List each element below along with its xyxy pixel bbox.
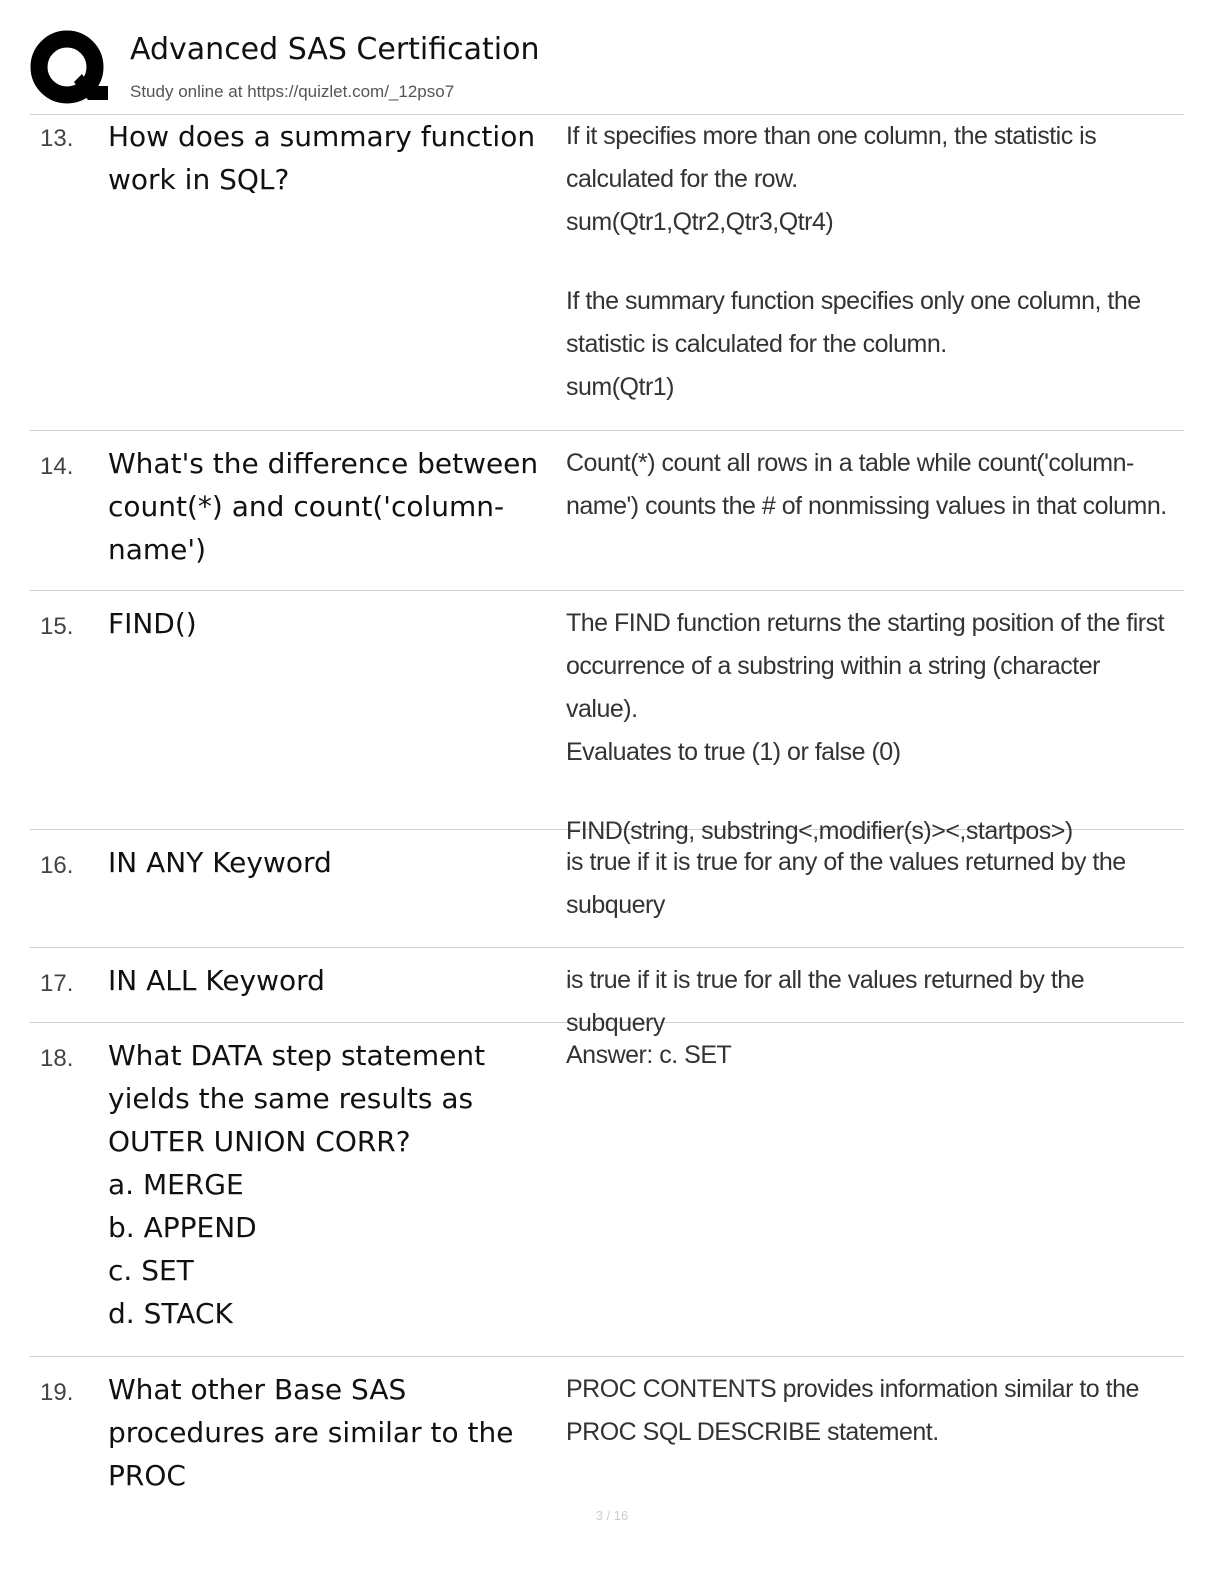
option-d: d. STACK [108, 1297, 233, 1330]
term-line: What other Base SAS procedures are similar to the PROC [108, 1373, 514, 1492]
card-number: 17. [40, 970, 74, 997]
term-line: What's the difference between count(*) and count('column-name') [108, 447, 539, 566]
definition-paragraph: FIND(string, substring<,modifier(s)><,startpos>) [566, 817, 1073, 845]
card-term [108, 602, 560, 645]
study-online-link[interactable]: Study online at https://quizlet.com/_12pso7 [130, 82, 455, 101]
card-number: 14. [40, 453, 74, 480]
definition-paragraph: If the summary function specifies only one column, the statistic is calculated for the column. [566, 287, 1141, 358]
card-term [108, 1034, 560, 1335]
flashcard-19 [30, 1357, 1184, 1492]
card-number: 19. [40, 1379, 74, 1406]
definition-paragraph: PROC CONTENTS provides information similar to the PROC SQL DESCRIBE statement. [566, 1375, 1139, 1446]
set-title: Advanced SAS Certification [130, 32, 540, 67]
card-number: 13. [40, 125, 74, 152]
definition-paragraph: Answer: c. SET [566, 1041, 732, 1069]
card-definition [566, 602, 1176, 853]
definition-paragraph: is true if it is true for any of the values returned by the subquery [566, 848, 1126, 919]
option-b: b. APPEND [108, 1211, 257, 1244]
card-definition [566, 442, 1176, 528]
definition-paragraph: sum(Qtr1) [566, 373, 674, 401]
flashcard-16 [30, 830, 1184, 948]
definition-paragraph: sum(Qtr1,Qtr2,Qtr3,Qtr4) [566, 208, 834, 236]
term-line: What DATA step statement yields the same results as OUTER UNION CORR? [108, 1039, 486, 1158]
option-c: c. SET [108, 1254, 194, 1287]
term-line: IN ANY Keyword [108, 846, 332, 879]
quizlet-logo-icon [30, 30, 108, 108]
card-term [108, 115, 560, 201]
flashcard-14 [30, 431, 1184, 591]
card-definition [566, 1368, 1176, 1454]
card-number: 16. [40, 852, 74, 879]
definition-paragraph: If it specifies more than one column, the statistic is calculated for the row. [566, 122, 1097, 193]
flashcard-18 [30, 1023, 1184, 1357]
card-number: 18. [40, 1045, 74, 1072]
definition-paragraph: The FIND function returns the starting position of the first occurrence of a substring within a string (character value). [566, 609, 1165, 723]
term-line: How does a summary function work in SQL? [108, 120, 536, 196]
card-term [108, 442, 560, 571]
definition-paragraph: is true if it is true for all the values returned by the subquery [566, 966, 1085, 1037]
flashcard-17 [30, 948, 1184, 1037]
option-a: a. MERGE [108, 1168, 244, 1201]
card-term [108, 841, 560, 884]
flashcard-15 [30, 591, 1184, 845]
page-header [30, 28, 1190, 112]
flashcard-13 [30, 115, 1184, 431]
card-definition [566, 1034, 1176, 1077]
card-term [108, 1368, 560, 1497]
card-definition [566, 115, 1176, 409]
card-number: 15. [40, 613, 74, 640]
definition-paragraph: Evaluates to true (1) or false (0) [566, 738, 901, 766]
definition-paragraph: Count(*) count all rows in a table while count('column-name') counts the # of nonmissing values in that column. [566, 449, 1167, 520]
term-line: FIND() [108, 607, 197, 640]
card-term [108, 959, 560, 1002]
flashcard-list [30, 115, 1184, 1492]
term-line: IN ALL Keyword [108, 964, 325, 997]
page-number: 3 / 16 [595, 1508, 629, 1523]
card-definition [566, 841, 1176, 927]
